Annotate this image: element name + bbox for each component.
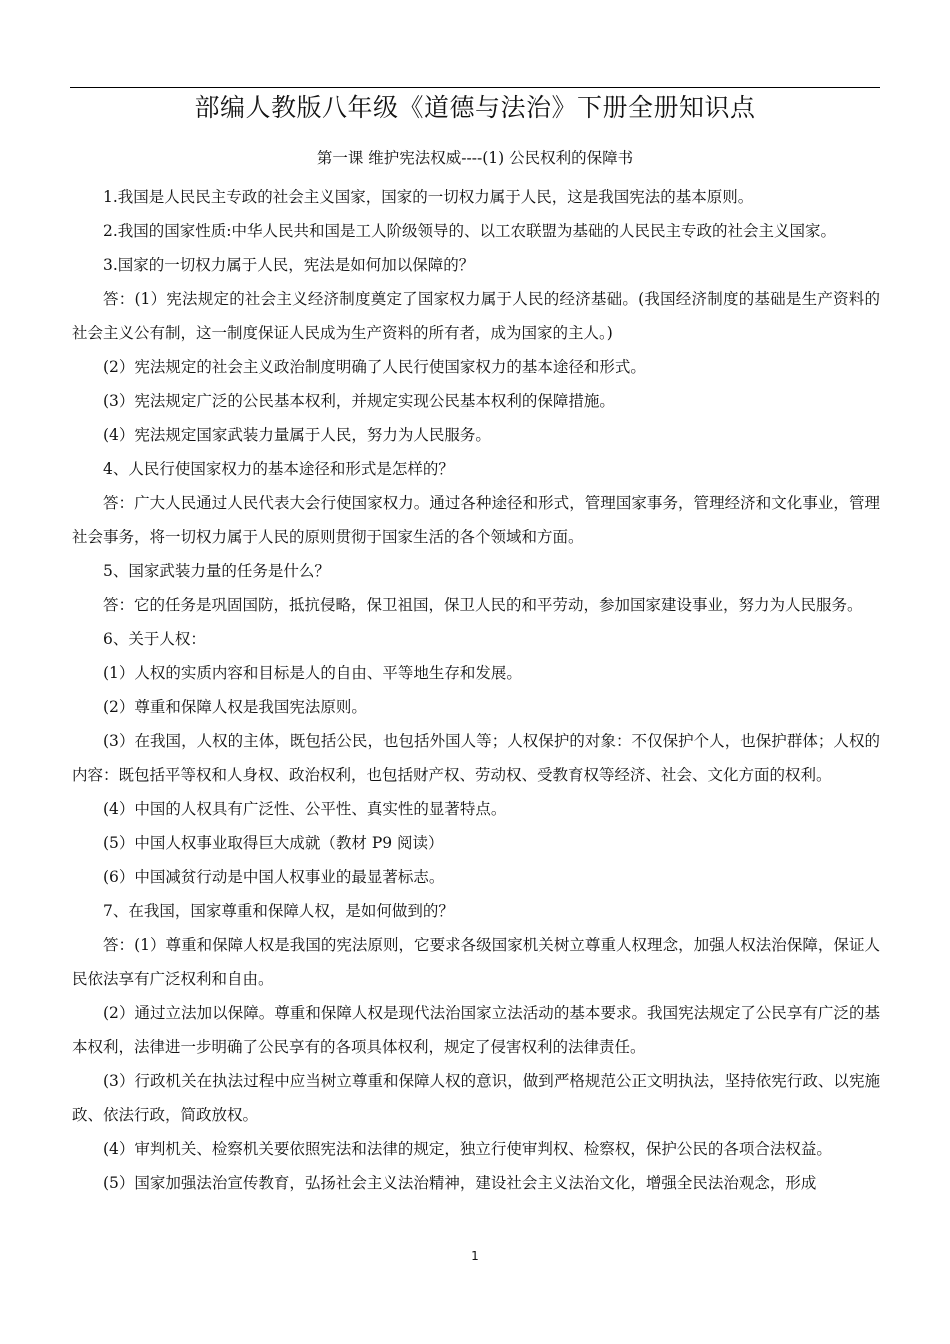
document-title: 部编人教版八年级《道德与法治》下册全册知识点 — [194, 93, 756, 122]
paragraph: 2.我国的国家性质:中华人民共和国是工人阶级领导的、以工农联盟为基础的人民民主专政的社会主义国家。 — [103, 222, 837, 240]
paragraph: (6）中国减贫行动是中国人权事业的最显著标志。 — [103, 868, 445, 886]
paragraph: 4、人民行使国家权力的基本途径和形式是怎样的？ — [103, 460, 454, 478]
paragraph: (2）尊重和保障人权是我国宪法原则。 — [103, 698, 367, 716]
paragraph: 答：(1）尊重和保障人权是我国的宪法原则，它要求各级国家机关树立尊重人权理念，加强人权法治保障，保证人民依法享有广泛权利和自由。 — [72, 936, 880, 988]
paragraph: (4）中国的人权具有广泛性、公平性、真实性的显著特点。 — [103, 800, 507, 818]
paragraph: 3.国家的一切权力属于人民，宪法是如何加以保障的？ — [103, 256, 475, 274]
paragraph: (3）在我国，人权的主体，既包括公民，也包括外国人等；人权保护的对象：不仅保护个人，也保护群体；人权的内容：既包括平等权和人身权、政治权利，也包括财产权、劳动权、受教育权等经济、社会、文化方面的权利。 — [72, 732, 880, 784]
paragraph: 答：它的任务是巩固国防，抵抗侵略，保卫祖国，保卫人民的和平劳动，参加国家建设事业，努力为人民服务。 — [103, 596, 863, 614]
paragraph: 7、在我国，国家尊重和保障人权，是如何做到的？ — [103, 902, 454, 920]
lesson-subtitle: 第一课 维护宪法权威----(1) 公民权利的保障书 — [316, 149, 634, 167]
paragraph: (4）审判机关、检察机关要依照宪法和法律的规定，独立行使审判权、检察权，保护公民的各项合法权益。 — [103, 1140, 832, 1158]
paragraph: (2）通过立法加以保障。尊重和保障人权是现代法治国家立法活动的基本要求。我国宪法规定了公民享有广泛的基本权利，法律进一步明确了公民享有的各项具体权利，规定了侵害权利的法律责任。 — [72, 1004, 880, 1056]
paragraph: (4）宪法规定国家武装力量属于人民，努力为人民服务。 — [103, 426, 491, 444]
paragraph: (2）宪法规定的社会主义政治制度明确了人民行使国家权力的基本途径和形式。 — [103, 358, 646, 376]
paragraph: 6、关于人权： — [103, 630, 206, 648]
paragraph: (3）行政机关在执法过程中应当树立尊重和保障人权的意识，做到严格规范公正文明执法，坚持依宪行政、以宪施政、依法行政，简政放权。 — [72, 1072, 880, 1124]
header-rule — [70, 87, 880, 88]
paragraph: (1）人权的实质内容和目标是人的自由、平等地生存和发展。 — [103, 664, 522, 682]
document-body — [72, 180, 880, 1200]
paragraph: (3）宪法规定广泛的公民基本权利，并规定实现公民基本权利的保障措施。 — [103, 392, 615, 410]
page-number: 1 — [471, 1249, 479, 1263]
paragraph: 5、国家武装力量的任务是什么？ — [103, 562, 330, 580]
paragraph: 1.我国是人民民主专政的社会主义国家，国家的一切权力属于人民，这是我国宪法的基本原则。 — [103, 188, 754, 206]
paragraph: (5）国家加强法治宣传教育，弘扬社会主义法治精神，建设社会主义法治文化，增强全民法治观念，形成 — [103, 1174, 817, 1192]
paragraph: (5）中国人权事业取得巨大成就（教材 P9 阅读） — [103, 834, 444, 852]
paragraph: 答：广大人民通过人民代表大会行使国家权力。通过各种途径和形式，管理国家事务，管理经济和文化事业，管理社会事务，将一切权力属于人民的原则贯彻于国家生活的各个领域和方面。 — [72, 494, 880, 546]
paragraph: 答：(1）宪法规定的社会主义经济制度奠定了国家权力属于人民的经济基础。(我国经济制度的基础是生产资料的社会主义公有制，这一制度保证人民成为生产资料的所有者，成为国家的主人。) — [72, 290, 880, 342]
